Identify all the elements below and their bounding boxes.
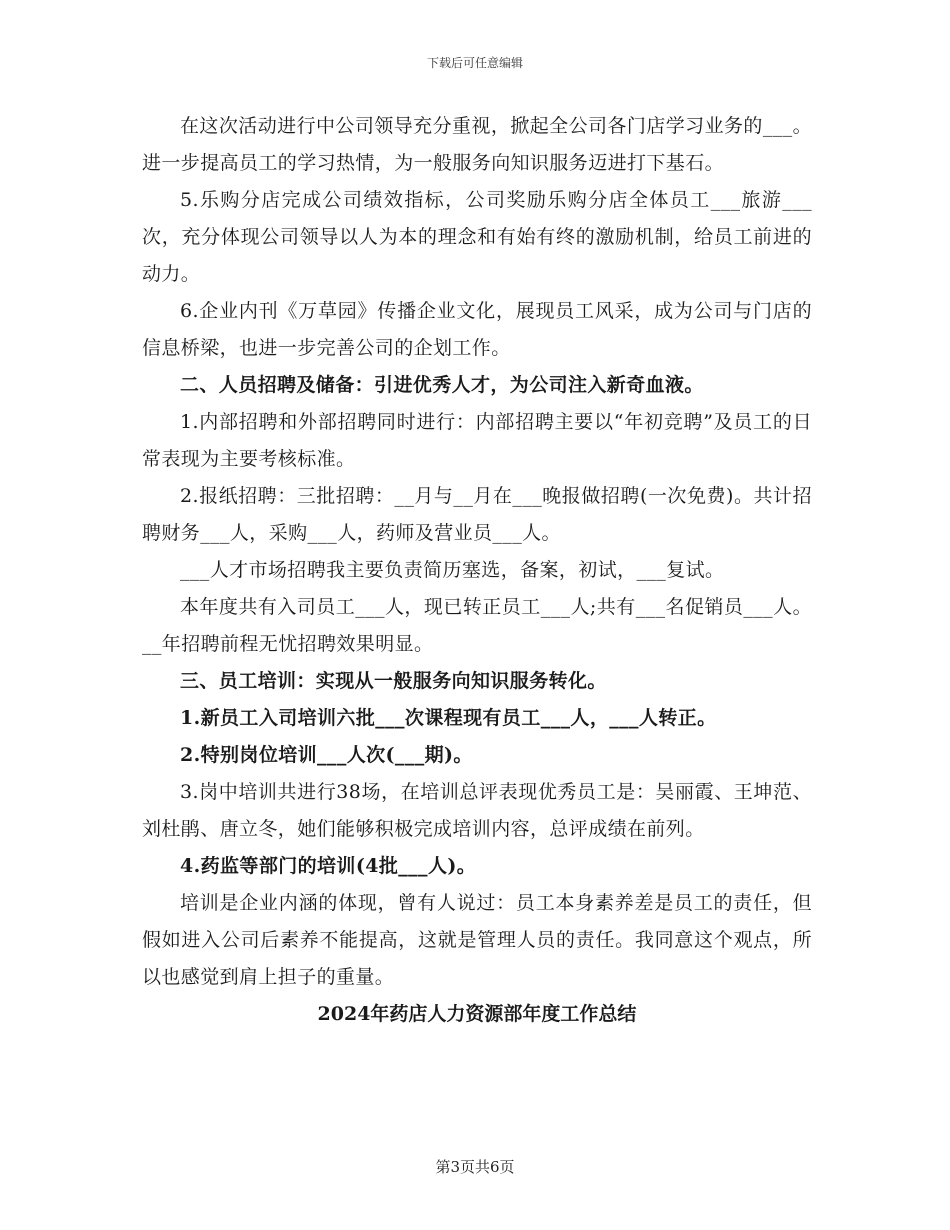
page-header-note: 下载后可任意编辑 [426, 56, 523, 70]
paragraph-activity: 在这次活动进行中公司领导充分重视，掀起全公司各门店学习业务的___。进一步提高员工的学习热情，为一般服务向知识服务迈进打下基石。 [142, 115, 812, 174]
document-body [142, 108, 812, 1033]
document-title: 2024年药店人力资源部年度工作总结 [317, 1003, 637, 1025]
paragraph-recruit-2: 2.报纸招聘：三批招聘：__月与__月在___晚报做招聘(一次免费)。共计招聘财务___人，采购___人，药师及营业员___人。 [142, 485, 812, 544]
paragraph-item-6: 6.企业内刊《万草园》传播企业文化，展现员工风采，成为公司与门店的信息桥梁，也进一步完善公司的企划工作。 [142, 300, 812, 359]
paragraph-recruit-1: 1.内部招聘和外部招聘同时进行：内部招聘主要以“年初竞聘”及员工的日常表现为主要考核标准。 [142, 411, 812, 470]
paragraph-training-reflection: 培训是企业内涵的体现，曾有人说过：员工本身素养差是员工的责任，但假如进入公司后素养不能提高，这就是管理人员的责任。我同意这个观点，所以也感觉到肩上担子的重量。 [142, 892, 812, 988]
paragraph-training-2: 2.特别岗位培训___人次(___期)。 [180, 744, 473, 766]
paragraph-annual-staff: 本年度共有入司员工___人，现已转正员工___人;共有___名促销员___人。__年招聘前程无忧招聘效果明显。 [142, 596, 812, 655]
section-heading-recruitment: 二、人员招聘及储备：引进优秀人才，为公司注入新奇血液。 [180, 374, 704, 396]
paragraph-training-3: 3.岗中培训共进行38场，在培训总评表现优秀员工是：吴丽霞、王坤范、刘杜鹃、唐立冬，她们能够积极完成培训内容，总评成绩在前列。 [142, 781, 812, 840]
paragraph-item-5: 5.乐购分店完成公司绩效指标，公司奖励乐购分店全体员工___旅游___次，充分体现公司领导以人为本的理念和有始有终的激励机制，给员工前进的动力。 [142, 189, 812, 285]
paragraph-training-4: 4.药监等部门的培训(4批___人)。 [180, 855, 477, 877]
paragraph-talent-market: ___人才市场招聘我主要负责简历塞选，备案，初试，___复试。 [180, 559, 725, 581]
paragraph-training-1: 1.新员工入司培训六批___次课程现有员工___人，___人转正。 [180, 707, 717, 729]
page-number: 第3页共6页 [435, 1158, 515, 1176]
section-heading-training: 三、员工培训：实现从一般服务向知识服务转化。 [180, 670, 607, 692]
